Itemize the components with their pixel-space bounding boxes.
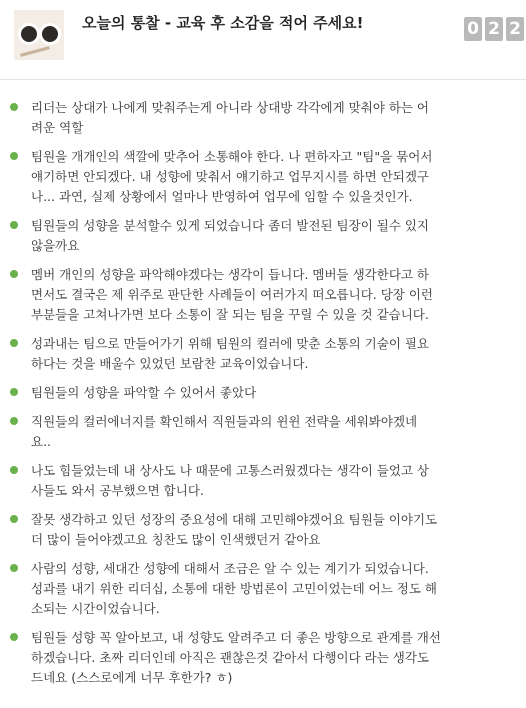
bullet-icon: [10, 417, 18, 425]
comment-text-line: 사람의 성향, 세대간 성향에 대해서 조금은 알 수 있는 계기가 되었습니다.: [31, 561, 429, 576]
bullet-icon: [10, 388, 18, 396]
comment-text-line: 소되는 시간이었습니다.: [31, 601, 160, 616]
comment-text-line: 면서도 결국은 제 위주로 판단한 사례들이 여러가지 떠오릅니다. 당장 이런: [31, 287, 433, 302]
bullet-icon: [10, 152, 18, 160]
bullet-icon: [10, 270, 18, 278]
comment-text-line: 성과를 내기 위한 리더십, 소통에 대한 방법론이 고민이었는데 어느 정도 해: [31, 581, 437, 596]
comment-item: [0, 147, 526, 207]
comment-text-line: 팀원을 개개인의 색깔에 맞추어 소통해야 한다. 나 편하자고 "팀"을 묶어서: [31, 149, 433, 164]
comment-text-line: 나... 과연, 실제 상황에서 얼마나 반영하여 업무에 임할 수 있을것인가.: [31, 189, 413, 204]
spoon-icon: [20, 46, 50, 57]
comment-text-line: 부분들을 고쳐나가면 보다 소통이 잘 되는 팀을 꾸릴 수 있을 것 같습니다.: [31, 307, 429, 322]
comment-text-line: 않을까요: [31, 238, 80, 253]
comment-item: [0, 265, 526, 325]
comment-text-line: 요..: [31, 434, 52, 449]
comment-text-line: 직원들의 컬러에너지를 확인해서 직원들과의 윈윈 전략을 세워봐야겠네: [31, 414, 418, 429]
comment-counter: [464, 17, 524, 41]
board-header: [0, 0, 526, 80]
bullet-icon: [10, 339, 18, 347]
bullet-icon: [10, 564, 18, 572]
comment-item: [0, 98, 526, 138]
comment-text-line: 팀원들의 성향을 파악할 수 있어서 좋았다: [31, 385, 257, 400]
comment-text-line: 리더는 상대가 나에게 맞춰주는게 아니라 상대방 각각에게 맞춰야 하는 어: [31, 100, 430, 115]
counter-digit: 2: [506, 17, 524, 41]
comment-list: [0, 98, 526, 697]
bullet-icon: [10, 515, 18, 523]
comment-text-line: 드네요 (스스로에게 너무 후한가? ㅎ): [31, 670, 233, 685]
page-title: 오늘의 통찰 - 교육 후 소감을 적어 주세요!: [82, 14, 364, 32]
coffee-cup-icon: [39, 23, 61, 45]
comment-text-line: 팀원들 성향 꼭 알아보고, 내 성향도 알려주고 더 좋은 방향으로 관계를 개선: [31, 630, 441, 645]
counter-digit: 2: [485, 17, 503, 41]
coffee-cups-thumbnail: [14, 10, 64, 60]
comment-text-line: 잘못 생각하고 있던 성장의 중요성에 대해 고민해야겠어요 팀원들 이야기도: [31, 512, 438, 527]
bullet-icon: [10, 103, 18, 111]
comment-item: [0, 510, 526, 550]
comment-text-line: 사들도 와서 공부했으면 합니다.: [31, 483, 204, 498]
comment-item: [0, 334, 526, 374]
coffee-cup-icon: [18, 23, 40, 45]
comment-item: [0, 461, 526, 501]
comment-text-line: 려운 역할: [31, 120, 84, 135]
comment-text-line: 팀원들의 성향을 분석할수 있게 되었습니다 좀더 발전된 팀장이 될수 있지: [31, 218, 430, 233]
comment-text-line: 얘기하면 안되겠다. 내 성향에 맞춰서 얘기하고 업무지시를 하면 안되겠구: [31, 169, 430, 184]
bullet-icon: [10, 466, 18, 474]
comment-item: [0, 412, 526, 452]
comment-text-line: 하겠습니다. 초짜 리더인데 아직은 괜찮은것 같아서 다행이다 라는 생각도: [31, 650, 430, 665]
comment-text-line: 성과내는 팀으로 만들어가기 위해 팀원의 컬러에 맞춘 소통의 기술이 필요: [31, 336, 430, 351]
comment-text-line: 멤버 개인의 성향을 파악해야겠다는 생각이 듭니다. 멤버들 생각한다고 하: [31, 267, 430, 282]
comment-item: [0, 559, 526, 619]
comment-item: [0, 383, 526, 403]
comment-item: [0, 216, 526, 256]
bullet-icon: [10, 633, 18, 641]
counter-digit: 0: [464, 17, 482, 41]
comment-text-line: 하다는 것을 배울수 있었던 보람찬 교육이었습니다.: [31, 356, 309, 371]
comment-text-line: 나도 힘들었는데 내 상사도 나 때문에 고통스러웠겠다는 생각이 들었고 상: [31, 463, 430, 478]
bullet-icon: [10, 221, 18, 229]
comment-text-line: 더 많이 들어야겠고요 칭찬도 많이 인색했던거 같아요: [31, 532, 321, 547]
comment-item: [0, 628, 526, 688]
